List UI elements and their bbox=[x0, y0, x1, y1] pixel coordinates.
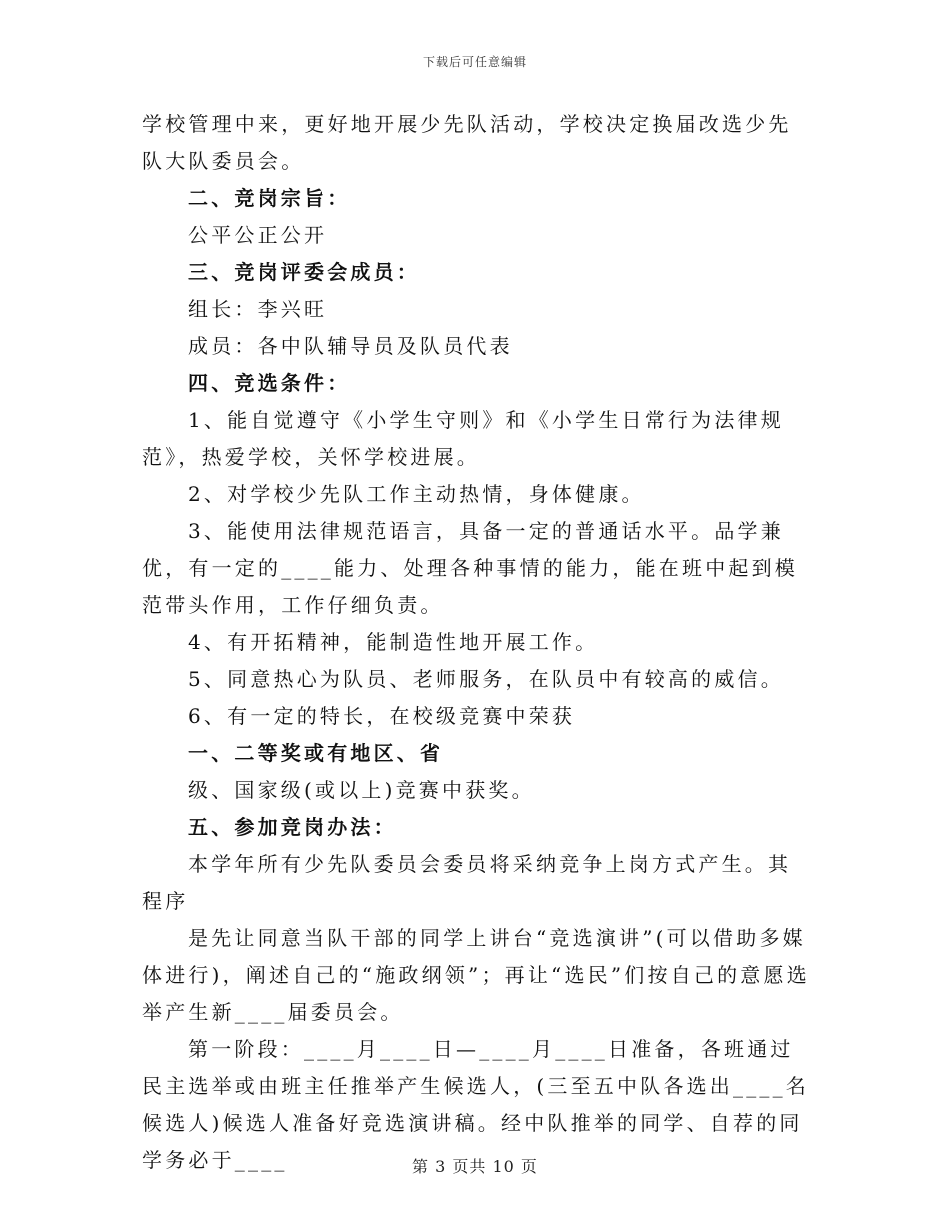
paragraph: 2、对学校少先队工作主动热情，身体健康。 bbox=[188, 482, 645, 506]
paragraph: 第一阶段：____月____日—____月____日准备，各班通过民主选举或由班主任推举产生候选人，(三至五中队各选出____名候选人)候选人准备好竞选演讲稿。经中队推举的同学、自荐的同学务必于____ bbox=[142, 1037, 810, 1172]
paragraph: 组长：李兴旺 bbox=[188, 297, 328, 321]
section-heading: 三、竞岗评委会成员： bbox=[188, 260, 420, 284]
paragraph: 级、国家级(或以上)竞赛中获奖。 bbox=[188, 778, 535, 802]
page-header: 下载后可任意编辑 bbox=[422, 55, 527, 69]
paragraph: 4、有开拓精神，能制造性地开展工作。 bbox=[188, 630, 599, 654]
paragraph: 公平公正公开 bbox=[188, 223, 328, 247]
paragraph: 5、同意热心为队员、老师服务，在队员中有较高的威信。 bbox=[188, 667, 784, 691]
paragraph: 本学年所有少先队委员会委员将采纳竞争上岗方式产生。其程序 bbox=[142, 852, 792, 913]
page-footer: 第 3 页共 10 页 bbox=[412, 1157, 538, 1176]
paragraph: 学校管理中来，更好地开展少先队活动，学校决定换届改选少先队大队委员会。 bbox=[142, 112, 792, 173]
paragraph: 成员：各中队辅导员及队员代表 bbox=[188, 334, 513, 358]
document-body bbox=[142, 106, 810, 1179]
section-heading: 五、参加竞岗办法： bbox=[188, 815, 397, 839]
paragraph: 6、有一定的特长，在校级竞赛中荣获 bbox=[188, 704, 576, 728]
paragraph: 1、能自觉遵守《小学生守则》和《小学生日常行为法律规范》，热爱学校，关怀学校进展。 bbox=[142, 408, 784, 469]
section-heading: 四、竞选条件： bbox=[188, 371, 351, 395]
section-heading: 二、竞岗宗旨： bbox=[188, 186, 351, 210]
paragraph: 3、能使用法律规范语言，具备一定的普通话水平。品学兼优，有一定的____能力、处理各种事情的能力，能在班中起到模范带头作用，工作仔细负责。 bbox=[142, 519, 798, 617]
section-heading: 一、二等奖或有地区、省 bbox=[188, 741, 444, 765]
paragraph: 是先让同意当队干部的同学上讲台“竞选演讲”(可以借助多媒体进行)，阐述自己的“施政纲领”；再让“选民”们按自己的意愿选举产生新____届委员会。 bbox=[142, 926, 810, 1024]
